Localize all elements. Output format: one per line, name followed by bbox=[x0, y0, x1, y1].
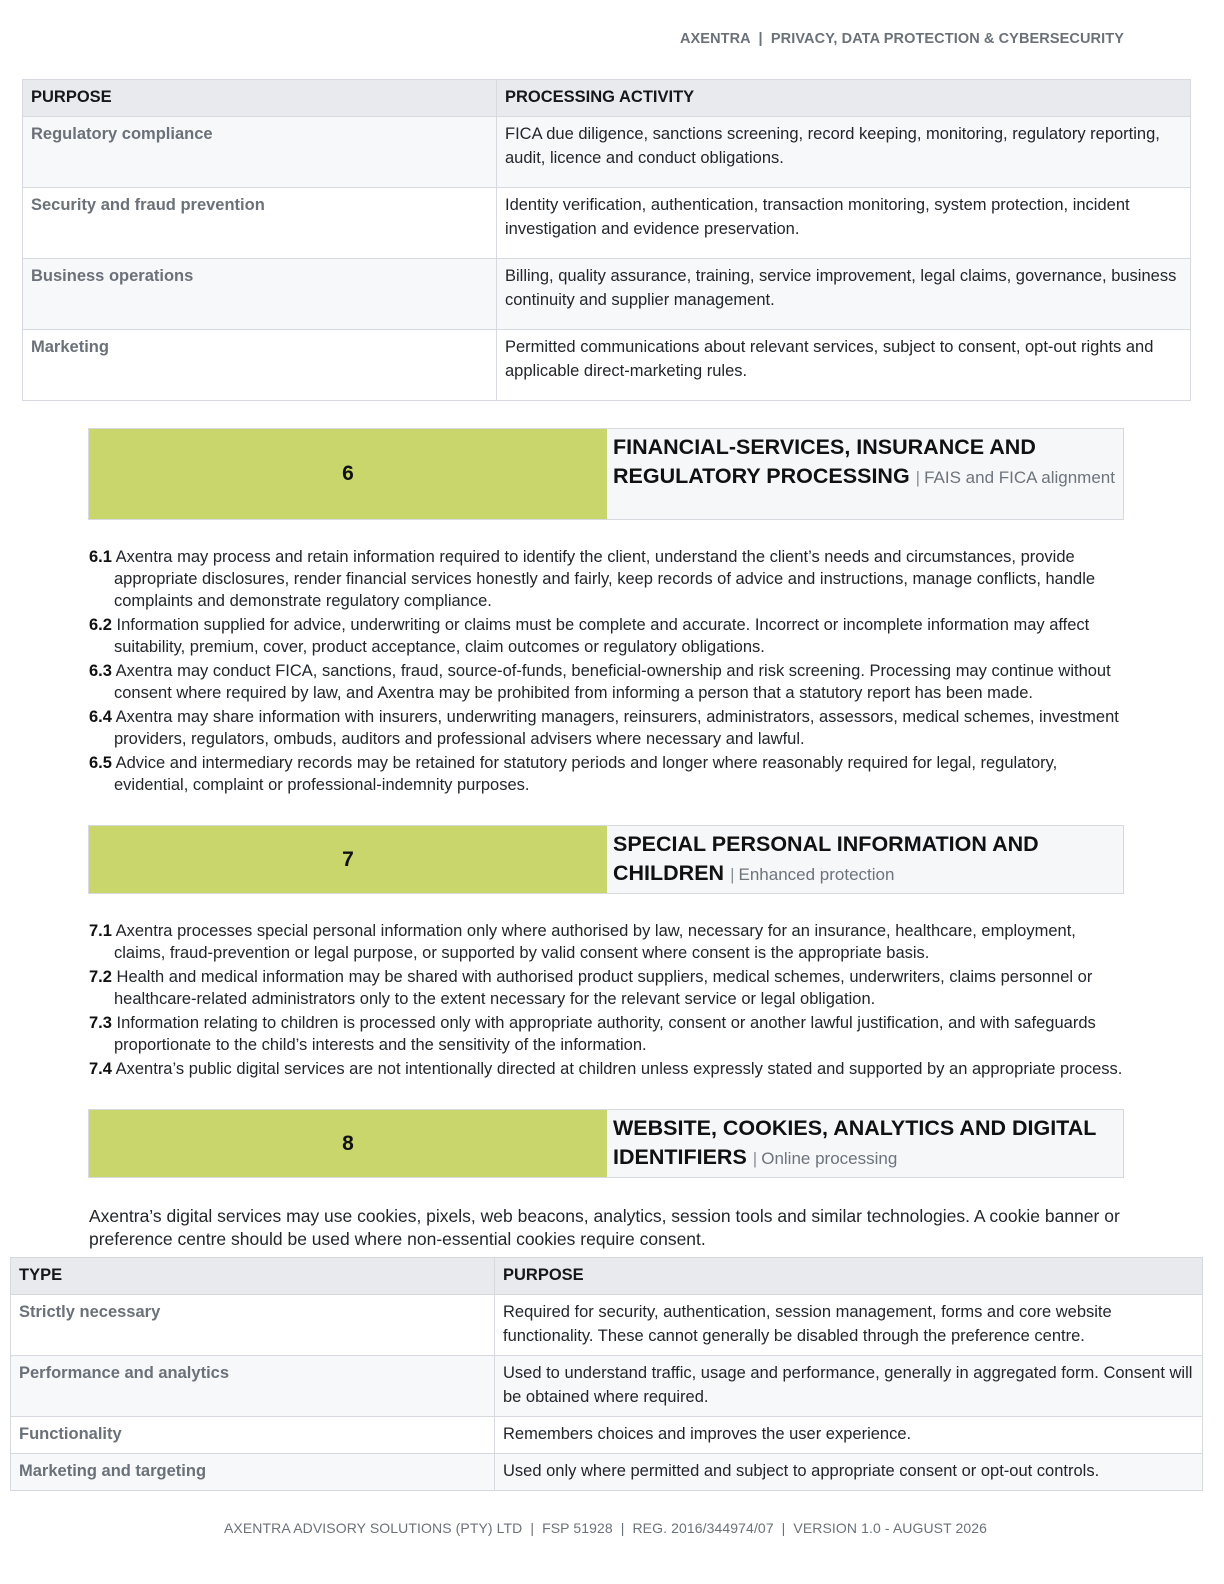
section-subtitle: Enhanced protection bbox=[738, 865, 895, 884]
activity-cell: FICA due diligence, sanctions screening, record keeping, monitoring, regulatory reporting, audit, licence and conduct obligations. bbox=[497, 117, 1191, 188]
section-subtitle: Online processing bbox=[761, 1149, 898, 1168]
clause bbox=[89, 752, 1129, 796]
section-6-clauses bbox=[89, 546, 1129, 798]
cookie-type-cell: Performance and analytics bbox=[11, 1356, 495, 1417]
clause bbox=[89, 546, 1129, 612]
activity-cell: Identity verification, authentication, transaction monitoring, system protection, incident investigation and evidence preservation. bbox=[497, 188, 1191, 259]
clause bbox=[89, 614, 1129, 658]
clause-number: 6.3 bbox=[89, 662, 112, 680]
cookie-purpose-cell: Required for security, authentication, session management, forms and core website functionality. These cannot generally be disabled through the preference centre. bbox=[495, 1295, 1203, 1356]
section-8-banner bbox=[88, 1109, 1124, 1178]
clause bbox=[89, 1058, 1129, 1080]
clause-number: 7.1 bbox=[89, 922, 112, 940]
purpose-cell: Business operations bbox=[23, 259, 497, 330]
cookie-purpose-cell: Remembers choices and improves the user experience. bbox=[495, 1417, 1203, 1454]
section-8-intro: Axentra’s digital services may use cookies, pixels, web beacons, analytics, session tools and similar technologies. A cookie banner or preference centre should be used where non-essential cookies require consent. bbox=[89, 1206, 1120, 1249]
clause-number: 6.4 bbox=[89, 708, 112, 726]
section-number: 7 bbox=[89, 826, 607, 893]
clause-number: 7.4 bbox=[89, 1060, 112, 1078]
clause-text: Health and medical information may be shared with authorised product suppliers, medical schemes, underwriters, claims personnel or healthcare-related administrators only to the extent necessary for the relevant service or legal obligation. bbox=[114, 968, 1093, 1008]
activity-cell: Billing, quality assurance, training, service improvement, legal claims, governance, business continuity and supplier management. bbox=[497, 259, 1191, 330]
clause bbox=[89, 660, 1129, 704]
section-6-banner bbox=[88, 428, 1124, 520]
clause bbox=[89, 706, 1129, 750]
clause-number: 6.5 bbox=[89, 754, 112, 772]
heading-separator: | bbox=[915, 468, 921, 487]
section-7-clauses bbox=[89, 920, 1129, 1082]
section-heading bbox=[607, 826, 1123, 893]
section-heading bbox=[607, 429, 1123, 519]
section-subtitle: FAIS and FICA alignment bbox=[924, 468, 1115, 487]
clause-number: 7.2 bbox=[89, 968, 112, 986]
heading-separator: | bbox=[752, 1149, 758, 1168]
clause-text: Axentra may share information with insurers, underwriting managers, reinsurers, administrators, assessors, medical schemes, investment providers, regulators, ombuds, auditors and professional advisers where necessary and lawful. bbox=[114, 708, 1119, 748]
column-header-purpose: PURPOSE bbox=[495, 1258, 1203, 1295]
table-header-row bbox=[23, 80, 1191, 117]
clause-number: 6.2 bbox=[89, 616, 112, 634]
clause-text: Information supplied for advice, underwriting or claims must be complete and accurate. Incorrect or incomplete information may affect suitability, premium, cover, product acceptance, claim outcomes or regulatory obligations. bbox=[114, 616, 1090, 656]
purpose-cell: Marketing bbox=[23, 330, 497, 401]
section-title: FINANCIAL-SERVICES, INSURANCE AND REGULATORY PROCESSING bbox=[613, 435, 1036, 488]
clause-number: 7.3 bbox=[89, 1014, 112, 1032]
activity-cell: Permitted communications about relevant services, subject to consent, opt-out rights and applicable direct-marketing rules. bbox=[497, 330, 1191, 401]
cookie-type-cell: Marketing and targeting bbox=[11, 1454, 495, 1491]
purpose-cell: Regulatory compliance bbox=[23, 117, 497, 188]
table-row bbox=[23, 117, 1191, 188]
section-number: 8 bbox=[89, 1110, 607, 1177]
clause-number: 6.1 bbox=[89, 548, 112, 566]
column-header-processing-activity: PROCESSING ACTIVITY bbox=[497, 80, 1191, 117]
table-row bbox=[11, 1356, 1203, 1417]
clause bbox=[89, 920, 1129, 964]
section-heading bbox=[607, 1110, 1123, 1177]
cookie-purpose-cell: Used only where permitted and subject to appropriate consent or opt-out controls. bbox=[495, 1454, 1203, 1491]
section-7-banner bbox=[88, 825, 1124, 894]
table-row bbox=[23, 259, 1191, 330]
table-row bbox=[11, 1417, 1203, 1454]
cookie-types-table bbox=[10, 1257, 1203, 1491]
running-header: AXENTRA | PRIVACY, DATA PROTECTION & CYBERSECURITY bbox=[679, 31, 1124, 47]
cookie-purpose-cell: Used to understand traffic, usage and performance, generally in aggregated form. Consent will be obtained where required. bbox=[495, 1356, 1203, 1417]
processing-purposes-table bbox=[22, 79, 1191, 401]
clause-text: Advice and intermediary records may be retained for statutory periods and longer where reasonably required for legal, regulatory, evidential, complaint or professional-indemnity purposes. bbox=[114, 754, 1058, 794]
section-title: SPECIAL PERSONAL INFORMATION AND CHILDREN bbox=[613, 832, 1039, 885]
column-header-purpose: PURPOSE bbox=[23, 80, 497, 117]
table-row bbox=[11, 1295, 1203, 1356]
table-row bbox=[11, 1454, 1203, 1491]
clause-text: Axentra may process and retain information required to identify the client, understand the client’s needs and circumstances, provide appropriate disclosures, render financial services honestly and fairly, keep records of advice and instructions, manage conflicts, handle complaints and demonstrate regulatory compliance. bbox=[114, 548, 1096, 610]
table-header-row bbox=[11, 1258, 1203, 1295]
page-footer: AXENTRA ADVISORY SOLUTIONS (PTY) LTD | FSP 51928 | REG. 2016/344974/07 | VERSION 1.0 - AUGUST 2026 bbox=[223, 1520, 988, 1536]
table-row bbox=[23, 330, 1191, 401]
clause-text: Information relating to children is processed only with appropriate authority, consent or another lawful justification, and with safeguards proportionate to the child’s interests and the sensitivity of the information. bbox=[114, 1014, 1096, 1054]
table-row bbox=[23, 188, 1191, 259]
clause-text: Axentra’s public digital services are not intentionally directed at children unless expressly stated and supported by an appropriate process. bbox=[115, 1060, 1123, 1078]
clause-text: Axentra processes special personal information only where authorised by law, necessary for an insurance, healthcare, employment, claims, fraud-prevention or legal purpose, or supported by valid consent where consent is the appropriate basis. bbox=[114, 922, 1076, 962]
clause bbox=[89, 1012, 1129, 1056]
cookie-type-cell: Strictly necessary bbox=[11, 1295, 495, 1356]
section-title: WEBSITE, COOKIES, ANALYTICS AND DIGITAL IDENTIFIERS bbox=[613, 1116, 1096, 1169]
clause bbox=[89, 966, 1129, 1010]
column-header-type: TYPE bbox=[11, 1258, 495, 1295]
heading-separator: | bbox=[730, 865, 735, 884]
section-number: 6 bbox=[89, 429, 607, 519]
cookie-type-cell: Functionality bbox=[11, 1417, 495, 1454]
purpose-cell: Security and fraud prevention bbox=[23, 188, 497, 259]
clause-text: Axentra may conduct FICA, sanctions, fraud, source-of-funds, beneficial-ownership and risk screening. Processing may continue without consent where required by law, and Axentra may be prohibited from informing a person that a statutory report has been made. bbox=[114, 662, 1111, 702]
